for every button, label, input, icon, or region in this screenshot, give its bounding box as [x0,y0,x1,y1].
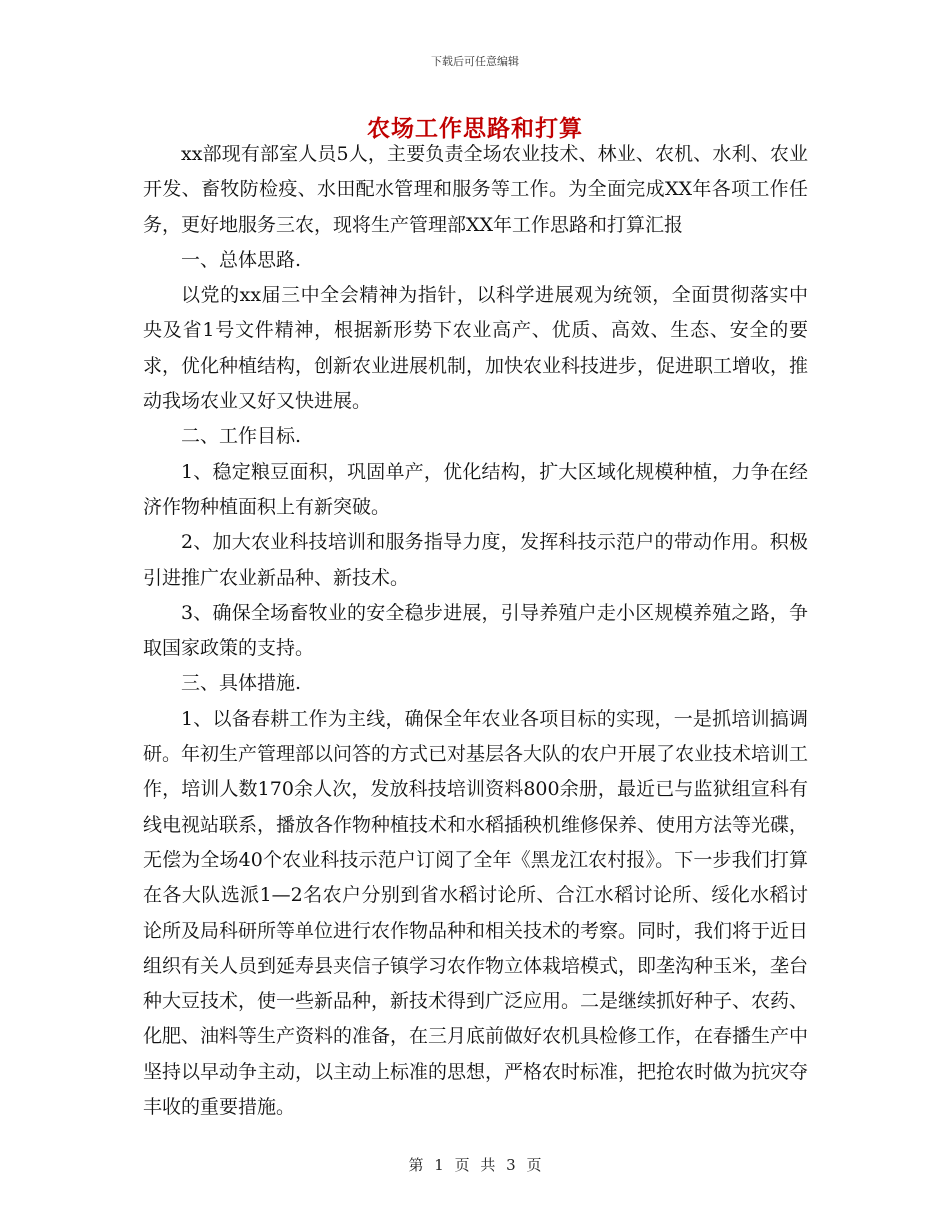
paragraph-goal-1: 1、稳定粮豆面积，巩固单产，优化结构，扩大区域化规模种植，力争在经济作物种植面积上有新突破。 [143,460,808,518]
paragraph-goal-3: 3、确保全场畜牧业的安全稳步进展，引导养殖户走小区规模养殖之路，争取国家政策的支持。 [143,601,808,660]
paragraph-overall-thinking: 以党的xx届三中全会精神为指针，以科学进展观为统领，全面贯彻落实中央及省1号文件精神，根据新形势下农业高产、优质、高效、生态、安全的要求，优化种植结构，创新农业进展机制，加快农业科技进步，促进职工增收，推动我场农业又好又快进展。 [143,284,809,413]
document-body [143,137,808,1125]
document-title: 农场工作思路和打算 [367,115,583,142]
paragraph-measure-1: 1、以备春耕工作为主线，确保全年农业各项目标的实现，一是抓培训搞调研。年初生产管理部以问答的方式已对基层各大队的农户开展了农业技术培训工作，培训人数170余人次，发放科技培训资料800余册，最近已与监狱组宣科有线电视站联系，播放各作物种植技术和水稻插秧机维修保养、使用方法等光碟，无偿为全场40个农业科技示范户订阅了全年《黑龙江农村报》。下一步我们打算在各大队选派1—2名农户分别到省水稻讨论所、合江水稻讨论所、绥化水稻讨论所及局科研所等单位进行农作物品种和相关技术的考察。同时，我们将于近日组织有关人员到延寿县夹信子镇学习农作物立体栽培模式，即垄沟种玉米，垄台种大豆技术，使一些新品种，新技术得到广泛应用。二是继续抓好种子、农药、化肥、油料等生产资料的准备，在三月底前做好农机具检修工作，在春播生产中坚持以早动争主动，以主动上标准的思想，严格农时标准，把抢农时做为抗灾夺丰收的重要措施。 [143,707,809,1119]
page-footer: 第 1 页 共 3 页 [408,1156,542,1174]
paragraph-intro: xx部现有部室人员5人，主要负责全场农业技术、林业、农机、水利、农业开发、畜牧防检疫、水田配水管理和服务等工作。为全面完成XX年各项工作任务，更好地服务三农，现将生产管理部XX年工作思路和打算汇报 [143,143,808,236]
section-heading-work-goals: 二、工作目标. [181,425,302,448]
header-note: 下载后可任意编辑 [431,55,519,68]
section-heading-measures: 三、具体措施. [181,672,302,695]
section-heading-overall-thinking: 一、总体思路. [181,248,302,271]
paragraph-goal-2: 2、加大农业科技培训和服务指导力度，发挥科技示范户的带动作用。积极引进推广农业新品种、新技术。 [143,531,808,589]
